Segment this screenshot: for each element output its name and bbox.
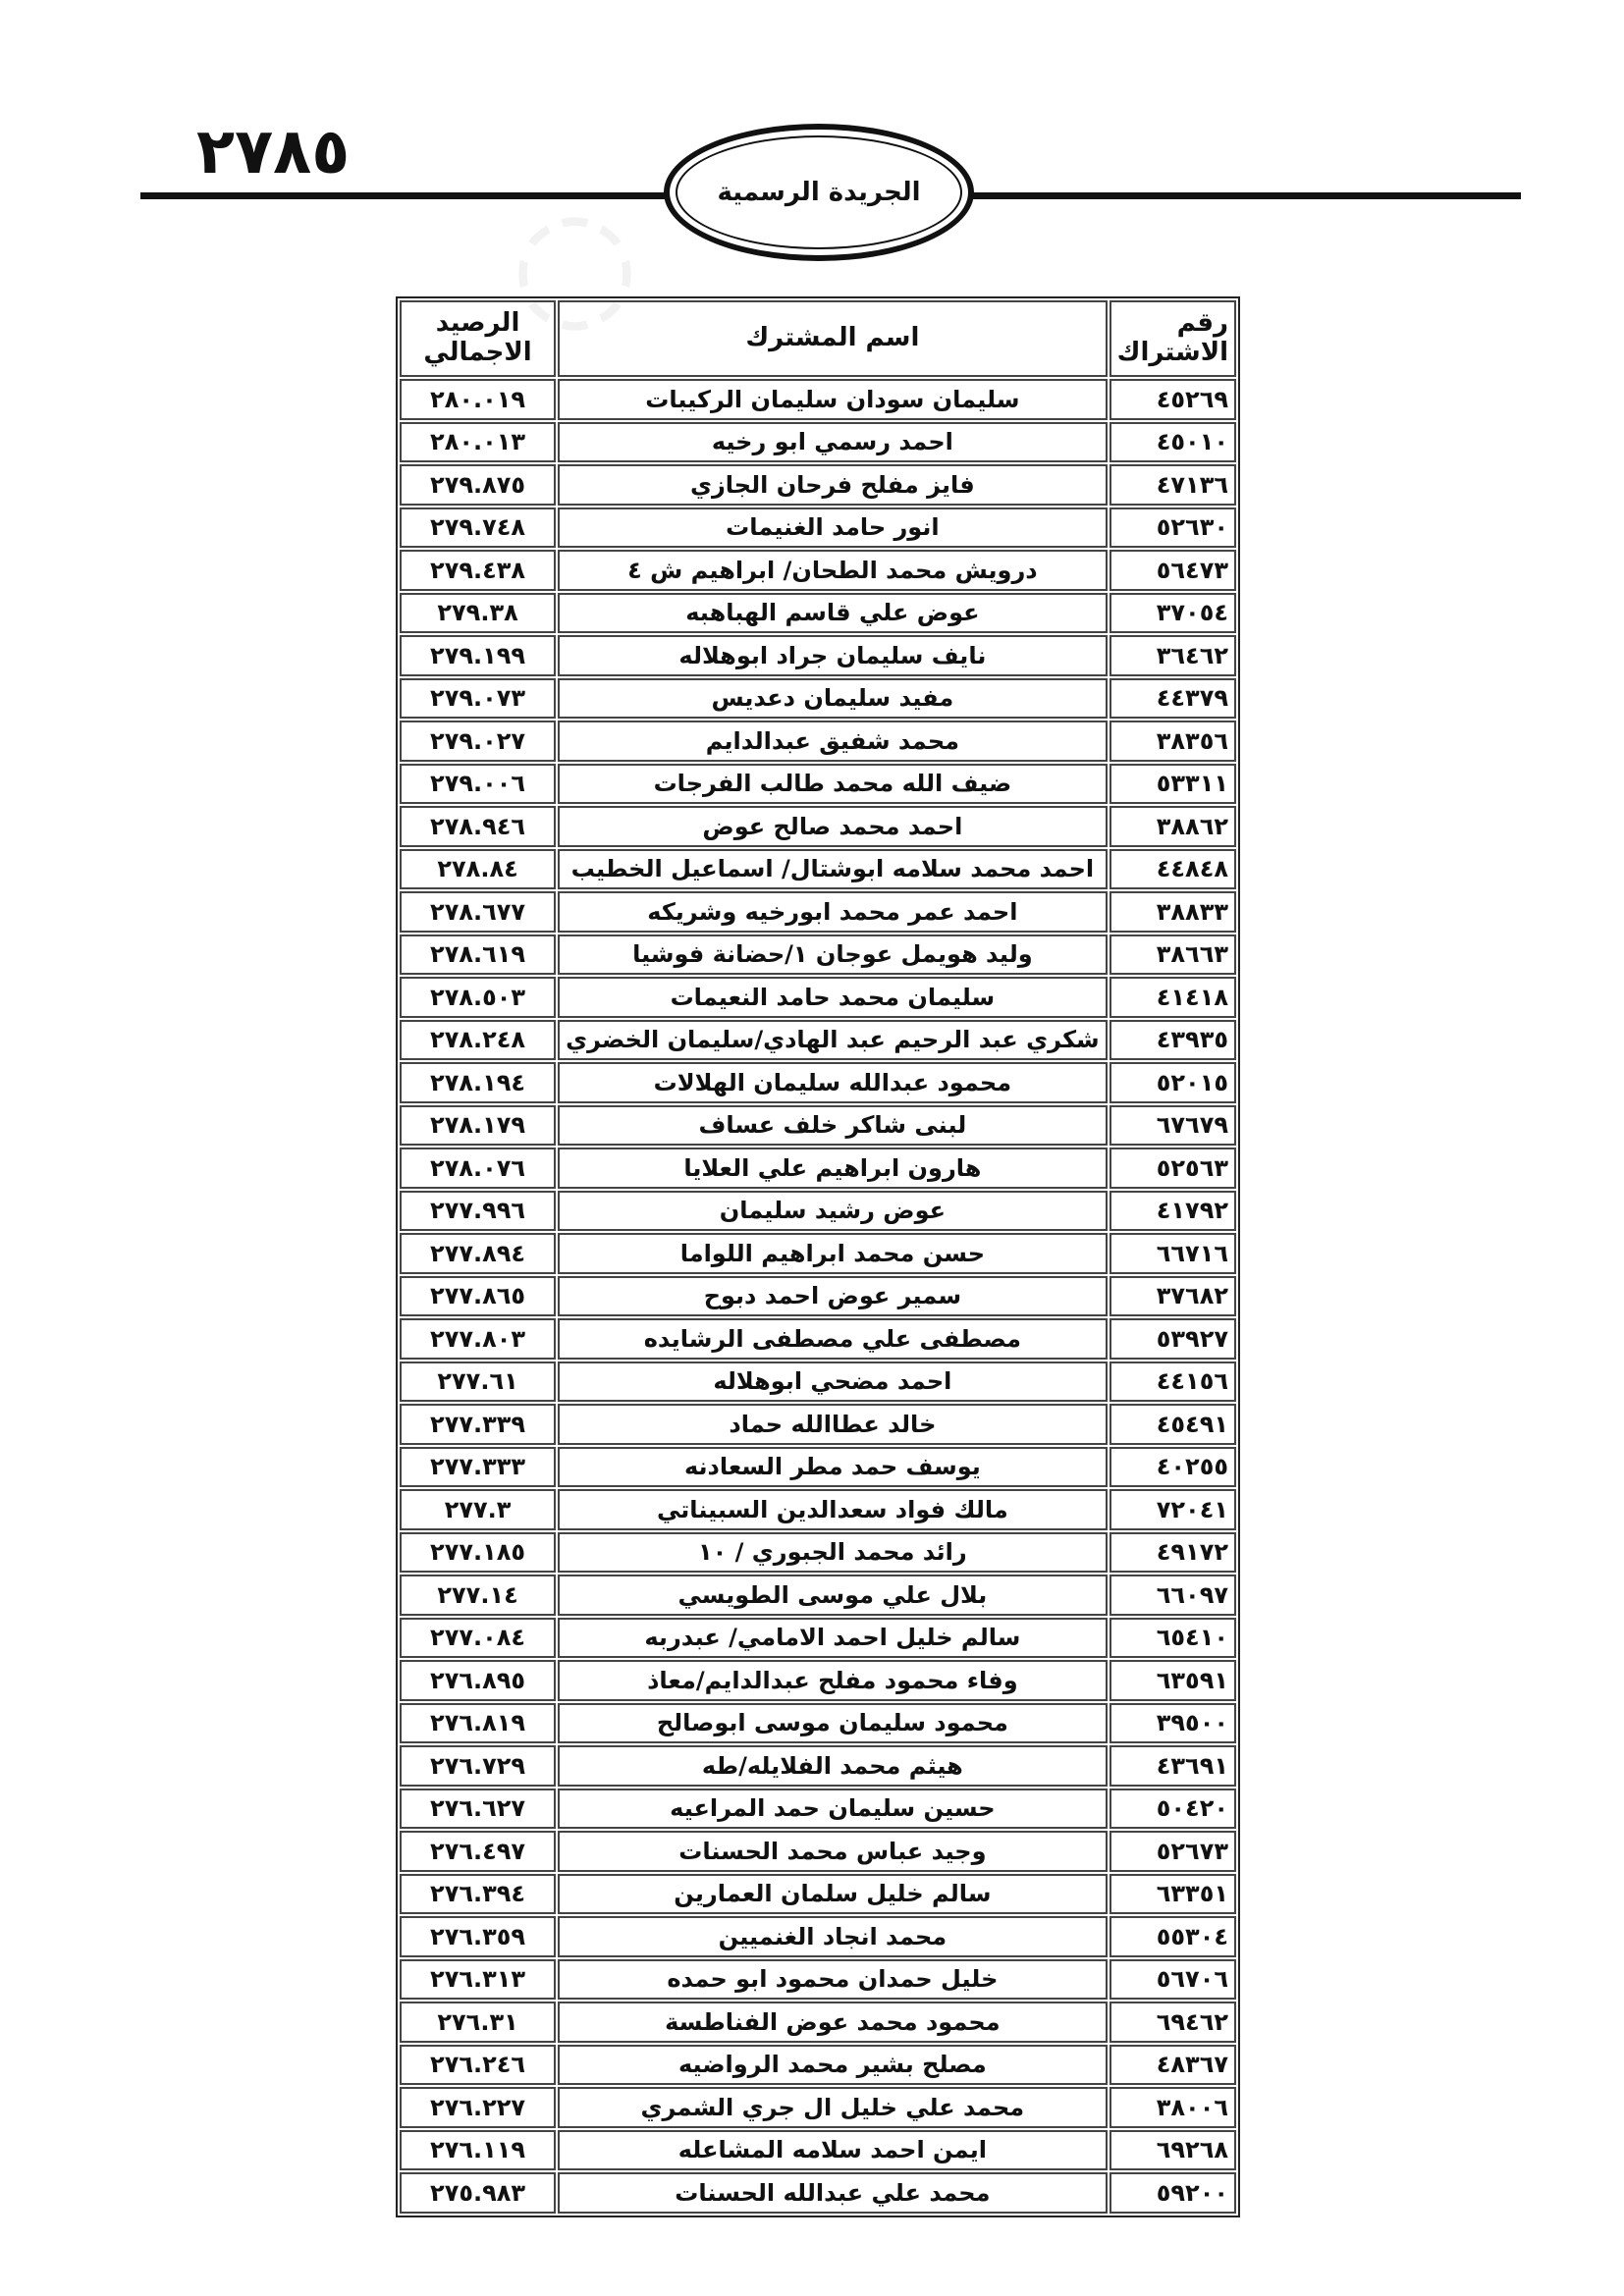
total-balance: ٢٧٩.٣٨ <box>400 593 556 634</box>
table-row <box>400 550 1236 591</box>
table-row <box>400 764 1236 805</box>
total-balance: ٢٧٨.٦١٩ <box>400 934 556 976</box>
subscriber-name: لبنى شاكر خلف عساف <box>558 1105 1108 1147</box>
table-row <box>400 1105 1236 1147</box>
total-balance: ٢٨٠.٠١٣ <box>400 422 556 463</box>
total-balance: ٢٧٧.١٤ <box>400 1575 556 1616</box>
subscription-id: ٥٢٦٧٣ <box>1110 1831 1236 1872</box>
subscription-id: ٦٩٤٦٢ <box>1110 2002 1236 2043</box>
subscriber-name: سالم خليل احمد الامامي/ عبدربه <box>558 1618 1108 1659</box>
subscriber-name: انور حامد الغنيمات <box>558 507 1108 549</box>
table-row <box>400 422 1236 463</box>
table-row <box>400 1148 1236 1189</box>
subscriber-name: عوض علي قاسم الهباهبه <box>558 593 1108 634</box>
subscription-id: ٥٢٥٦٣ <box>1110 1148 1236 1189</box>
table-row <box>400 1959 1236 2001</box>
total-balance: ٢٧٨.١٧٩ <box>400 1105 556 1147</box>
subscriber-name: درويش محمد الطحان/ ابراهيم ش ٤ <box>558 550 1108 591</box>
subscription-id: ٦٧٦٧٩ <box>1110 1105 1236 1147</box>
table-row <box>400 1318 1236 1360</box>
subscriber-name: ايمن احمد سلامه المشاعله <box>558 2130 1108 2171</box>
page-number: ٢٧٨٥ <box>196 116 351 188</box>
total-balance: ٢٧٧.٨٦٥ <box>400 1276 556 1317</box>
table-row <box>400 721 1236 762</box>
table-row <box>400 635 1236 676</box>
subscriber-name: هارون ابراهيم علي العلايا <box>558 1148 1108 1189</box>
subscription-id: ٤٣٦٩١ <box>1110 1745 1236 1787</box>
table-row <box>400 1916 1236 1957</box>
subscriber-name: محمود سليمان موسى ابوصالح <box>558 1703 1108 1744</box>
subscription-id: ٦٣٣٥١ <box>1110 1874 1236 1915</box>
total-balance: ٢٧٧.٦١ <box>400 1362 556 1403</box>
total-balance: ٢٧٨.٨٤ <box>400 849 556 890</box>
table-row <box>400 977 1236 1018</box>
subscriber-name: نايف سليمان جراد ابوهلاله <box>558 635 1108 676</box>
table-body <box>400 379 1236 2214</box>
subscription-id: ٣٨٠٠٦ <box>1110 2087 1236 2128</box>
watermark: ◌ <box>511 177 639 347</box>
subscription-id: ٤٥٤٩١ <box>1110 1404 1236 1445</box>
total-balance: ٢٧٨.١٩٤ <box>400 1062 556 1103</box>
subscription-id: ٤٤٨٤٨ <box>1110 849 1236 890</box>
subscriber-name: محمود محمد عوض الفناطسة <box>558 2002 1108 2043</box>
total-balance: ٢٧٧.٣٣٩ <box>400 1404 556 1445</box>
subscription-id: ٣٨٨٦٢ <box>1110 806 1236 847</box>
subscription-id: ٥٦٧٠٦ <box>1110 1959 1236 2001</box>
subscription-id: ٤٠٢٥٥ <box>1110 1447 1236 1488</box>
subscription-id: ٤٤٣٧٩ <box>1110 678 1236 720</box>
table-row <box>400 2130 1236 2171</box>
subscription-id: ٤٨٣٦٧ <box>1110 2045 1236 2086</box>
total-balance: ٢٨٠.٠١٩ <box>400 379 556 420</box>
table-row <box>400 2002 1236 2043</box>
subscription-id: ٦٣٥٩١ <box>1110 1660 1236 1701</box>
subscriber-name: احمد محمد سلامه ابوشتال/ اسماعيل الخطيب <box>558 849 1108 890</box>
subscriber-name: سالم خليل سلمان العمارين <box>558 1874 1108 1915</box>
subscription-id: ٤٧١٣٦ <box>1110 464 1236 506</box>
table-row <box>400 1831 1236 1872</box>
subscriber-name: محمد انجاد الغنميين <box>558 1916 1108 1957</box>
subscription-id: ٥٣٣١١ <box>1110 764 1236 805</box>
table-row <box>400 2087 1236 2128</box>
subscription-id: ٥٢٦٣٠ <box>1110 507 1236 549</box>
subscription-id: ٣٨٦٦٣ <box>1110 934 1236 976</box>
table-row <box>400 934 1236 976</box>
subscriber-name: محمد علي عبدالله الحسنات <box>558 2172 1108 2214</box>
table-row <box>400 1404 1236 1445</box>
table-row <box>400 1660 1236 1701</box>
subscriber-name: سمير عوض احمد دبوح <box>558 1276 1108 1317</box>
total-balance: ٢٧٦.٦٢٧ <box>400 1789 556 1830</box>
total-balance: ٢٧٧.٩٩٦ <box>400 1191 556 1232</box>
subscription-id: ٤٤١٥٦ <box>1110 1362 1236 1403</box>
subscription-id: ٥٠٤٢٠ <box>1110 1789 1236 1830</box>
total-balance: ٢٧٧.٠٨٤ <box>400 1618 556 1659</box>
subscription-id: ٣٧٦٨٢ <box>1110 1276 1236 1317</box>
total-balance: ٢٧٦.٨١٩ <box>400 1703 556 1744</box>
subscriber-name: وفاء محمود مفلح عبدالدايم/معاذ <box>558 1660 1108 1701</box>
subscription-id: ٧٢٠٤١ <box>1110 1489 1236 1530</box>
subscription-id: ٥٦٤٧٣ <box>1110 550 1236 591</box>
subscription-id: ٤٩١٧٢ <box>1110 1532 1236 1574</box>
table-header-row <box>400 300 1236 377</box>
total-balance: ٢٧٥.٩٨٣ <box>400 2172 556 2214</box>
table-row <box>400 849 1236 890</box>
total-balance: ٢٧٦.٣٥٩ <box>400 1916 556 1957</box>
subscriber-name: ضيف الله محمد طالب الفرجات <box>558 764 1108 805</box>
subscriber-name: سليمان سودان سليمان الركيبات <box>558 379 1108 420</box>
table-row <box>400 1745 1236 1787</box>
subscriber-name: احمد مضحي ابوهلاله <box>558 1362 1108 1403</box>
table-row <box>400 806 1236 847</box>
table-row <box>400 1191 1236 1232</box>
total-balance: ٢٧٩.١٩٩ <box>400 635 556 676</box>
subscriber-name: فايز مفلح فرحان الجازي <box>558 464 1108 506</box>
subscriber-name: هيثم محمد الفلايله/طه <box>558 1745 1108 1787</box>
table-row <box>400 1575 1236 1616</box>
table-row <box>400 1874 1236 1915</box>
table-row <box>400 464 1236 506</box>
total-balance: ٢٧٨.٢٤٨ <box>400 1020 556 1061</box>
total-balance: ٢٧٧.٨٩٤ <box>400 1233 556 1274</box>
table-row <box>400 507 1236 549</box>
subscription-id: ٤٣٩٣٥ <box>1110 1020 1236 1061</box>
gazette-title-oval <box>664 124 974 261</box>
subscription-id: ٦٦٠٩٧ <box>1110 1575 1236 1616</box>
subscription-id: ٥٢٠١٥ <box>1110 1062 1236 1103</box>
subscriber-name: وليد هويمل عوجان ١/حضانة فوشيا <box>558 934 1108 976</box>
column-header-balance: الرصيد الاجمالي <box>400 300 556 377</box>
total-balance: ٢٧٧.٣ <box>400 1489 556 1530</box>
total-balance: ٢٧٩.٤٣٨ <box>400 550 556 591</box>
total-balance: ٢٧٦.٣٩٤ <box>400 1874 556 1915</box>
subscription-id: ٥٣٩٢٧ <box>1110 1318 1236 1360</box>
total-balance: ٢٧٦.٨٩٥ <box>400 1660 556 1701</box>
subscriber-name: مصطفى علي مصطفى الرشايده <box>558 1318 1108 1360</box>
total-balance: ٢٧٧.١٨٥ <box>400 1532 556 1574</box>
total-balance: ٢٧٨.٦٧٧ <box>400 891 556 933</box>
subscription-id: ٤٥٠١٠ <box>1110 422 1236 463</box>
subscription-id: ٦٦٧١٦ <box>1110 1233 1236 1274</box>
table-row <box>400 1362 1236 1403</box>
table-row <box>400 1062 1236 1103</box>
table-row <box>400 1618 1236 1659</box>
subscriber-name: احمد محمد صالح عوض <box>558 806 1108 847</box>
oval-inner-border <box>676 135 962 249</box>
subscription-id: ٥٥٣٠٤ <box>1110 1916 1236 1957</box>
table-row <box>400 1703 1236 1744</box>
subscriber-name: وجيد عباس محمد الحسنات <box>558 1831 1108 1872</box>
table-row <box>400 2045 1236 2086</box>
total-balance: ٢٧٦.٤٩٧ <box>400 1831 556 1872</box>
table-row <box>400 891 1236 933</box>
column-header-id: رقم الاشتراك <box>1110 300 1236 377</box>
subscriber-name: سليمان محمد حامد النعيمات <box>558 977 1108 1018</box>
subscription-id: ٣٦٤٦٢ <box>1110 635 1236 676</box>
subscriber-name: مصلح بشير محمد الرواضيه <box>558 2045 1108 2086</box>
table-row <box>400 1276 1236 1317</box>
subscription-id: ٣٩٥٠٠ <box>1110 1703 1236 1744</box>
subscriber-name: يوسف حمد مطر السعادنه <box>558 1447 1108 1488</box>
total-balance: ٢٧٩.٧٤٨ <box>400 507 556 549</box>
subscription-id: ٤١٧٩٢ <box>1110 1191 1236 1232</box>
subscribers-table <box>396 296 1240 2217</box>
subscription-id: ٤٥٢٦٩ <box>1110 379 1236 420</box>
subscription-id: ٥٩٢٠٠ <box>1110 2172 1236 2214</box>
subscription-id: ٦٩٢٦٨ <box>1110 2130 1236 2171</box>
subscriber-name: حسين سليمان حمد المراعيه <box>558 1789 1108 1830</box>
subscription-id: ٤١٤١٨ <box>1110 977 1236 1018</box>
subscription-id: ٦٥٤١٠ <box>1110 1618 1236 1659</box>
subscriber-name: عوض رشيد سليمان <box>558 1191 1108 1232</box>
table-row <box>400 1020 1236 1061</box>
subscriber-name: محمد شفيق عبدالدايم <box>558 721 1108 762</box>
subscriber-name: رائد محمد الجبوري / ١٠ <box>558 1532 1108 1574</box>
total-balance: ٢٧٦.٢٢٧ <box>400 2087 556 2128</box>
table-row <box>400 593 1236 634</box>
subscriber-name: مالك فواد سعدالدين السبيناتي <box>558 1489 1108 1530</box>
subscriber-name: احمد عمر محمد ابورخيه وشريكه <box>558 891 1108 933</box>
total-balance: ٢٧٦.١١٩ <box>400 2130 556 2171</box>
total-balance: ٢٧٩.٨٧٥ <box>400 464 556 506</box>
table-row <box>400 379 1236 420</box>
table-row <box>400 1532 1236 1574</box>
total-balance: ٢٧٦.٣١٣ <box>400 1959 556 2001</box>
total-balance: ٢٧٦.٢٤٦ <box>400 2045 556 2086</box>
total-balance: ٢٧٧.٨٠٣ <box>400 1318 556 1360</box>
table-row <box>400 678 1236 720</box>
subscriber-name: محمد علي خليل ال جري الشمري <box>558 2087 1108 2128</box>
subscriber-name: حسن محمد ابراهيم اللواما <box>558 1233 1108 1274</box>
table-row <box>400 1233 1236 1274</box>
subscription-id: ٣٨٨٣٣ <box>1110 891 1236 933</box>
total-balance: ٢٧٨.٥٠٣ <box>400 977 556 1018</box>
total-balance: ٢٧٦.٧٢٩ <box>400 1745 556 1787</box>
total-balance: ٢٧٩.٠٧٣ <box>400 678 556 720</box>
total-balance: ٢٧٩.٠٠٦ <box>400 764 556 805</box>
subscriber-name: شكري عبد الرحيم عبد الهادي/سليمان الخضري <box>558 1020 1108 1061</box>
subscriber-name: بلال علي موسى الطويسي <box>558 1575 1108 1616</box>
subscriber-name: خالد عطاالله حماد <box>558 1404 1108 1445</box>
total-balance: ٢٧٩.٠٢٧ <box>400 721 556 762</box>
total-balance: ٢٧٨.٩٤٦ <box>400 806 556 847</box>
subscriber-name: محمود عبدالله سليمان الهلالات <box>558 1062 1108 1103</box>
subscriber-name: خليل حمدان محمود ابو حمده <box>558 1959 1108 2001</box>
subscriber-name: احمد رسمي ابو رخيه <box>558 422 1108 463</box>
subscription-id: ٣٧٠٥٤ <box>1110 593 1236 634</box>
subscription-id: ٣٨٣٥٦ <box>1110 721 1236 762</box>
total-balance: ٢٧٧.٣٣٣ <box>400 1447 556 1488</box>
table-row <box>400 2172 1236 2214</box>
total-balance: ٢٧٦.٣١ <box>400 2002 556 2043</box>
table-row <box>400 1447 1236 1488</box>
subscriber-name: مفيد سليمان دعديس <box>558 678 1108 720</box>
column-header-name: اسم المشترك <box>558 300 1108 377</box>
gazette-title: الجريدة الرسمية <box>717 178 921 207</box>
table-row <box>400 1489 1236 1530</box>
total-balance: ٢٧٨.٠٧٦ <box>400 1148 556 1189</box>
table-row <box>400 1789 1236 1830</box>
